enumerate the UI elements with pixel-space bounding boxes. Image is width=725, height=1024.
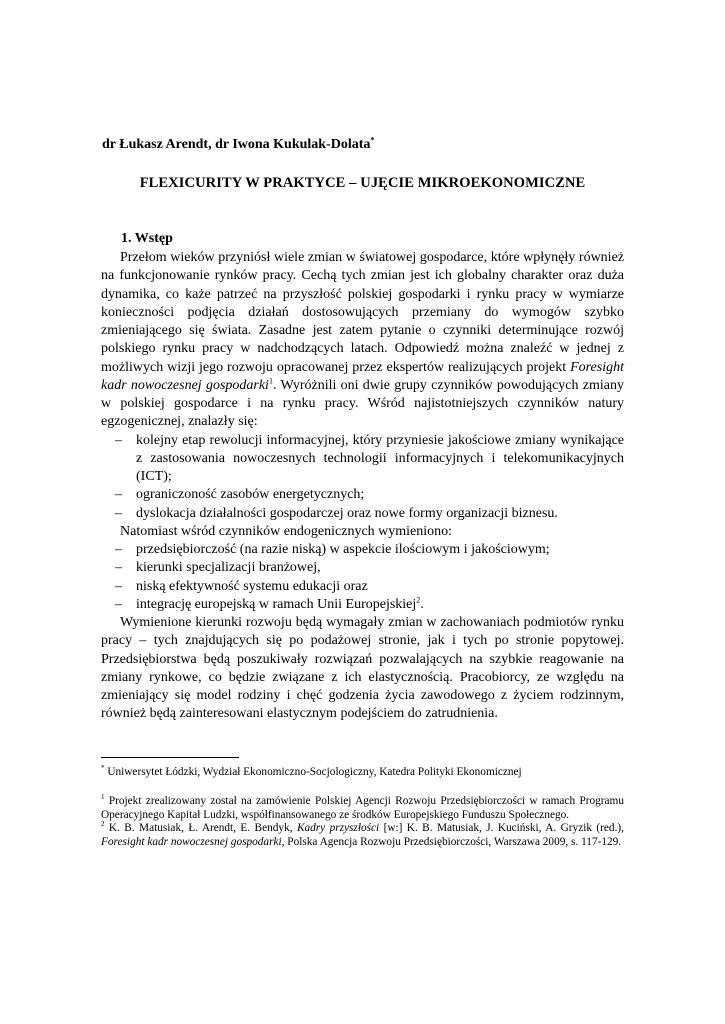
list-item-text: dyslokacja działalności gospodarczej oraz nowe formy organizacji biznesu. [136, 505, 558, 521]
footnote-2-italic-2: Foresight kadr nowoczesnej gospodarki [101, 835, 282, 848]
dash-bullet: – [115, 432, 122, 448]
paper-title: FLEXICURITY W PRAKTYCE – UJĘCIE MIKROEKONOMICZNE [139, 175, 586, 191]
footnote-affiliation-text [101, 766, 624, 780]
footnote-mark-star: * [101, 764, 105, 773]
list-item [101, 432, 624, 487]
paragraph-endogenous: Natomiast wśród czynników endogenicznych wymieniono: [120, 523, 453, 539]
footnote-1 [101, 795, 624, 822]
dash-bullet: – [115, 487, 122, 503]
dash-bullet: – [115, 578, 122, 594]
footnote-affiliation [101, 766, 624, 780]
list-item-text: niską efektywność systemu edukacji oraz [136, 578, 368, 594]
author-line [102, 137, 374, 153]
exogenous-factors-list [101, 432, 624, 523]
paragraph-intro-text: Przełom wieków przyniósł wiele zmian w światowej gospodarce, które wpłynęły również na funkcjonowanie rynków pracy. Cechą tych zmian jest ich globalny charakter oraz duża dynamika, co każe patrzeć na przyszłość polskiej gospodarki i rynku pracy w wymiarze konieczności podjęcia działań dostosowujących przemiany do wymogów szybko zmieniającego się świata. Zasadne jest zatem pytanie o czynniki determinujące rozwój polskiego rynku pracy w nadchodzących latach. Odpowiedź można znaleźć w jednej z możliwych wizji jego rozwoju opracowanej przez ekspertów realizujących projekt [101, 250, 624, 375]
footnote-1-text: Projekt zrealizowany został na zamówienie Polskiej Agencji Rozwoju Przedsiębiorczości w ramach Programu Operacyjnego Kapitał Ludzki, współfinansowanego ze środków Europejskiego Funduszu Społecznego. [101, 795, 624, 821]
list-item [101, 596, 624, 614]
section-heading: 1. Wstęp [121, 231, 173, 246]
footnotes-block [101, 795, 624, 849]
footnote-mark-2: 2 [101, 820, 105, 829]
dash-bullet: – [115, 596, 122, 612]
list-item-text: kierunki specjalizacji branżowej, [136, 560, 321, 576]
endogenous-factors-list [101, 541, 624, 614]
list-item [101, 505, 624, 523]
dash-bullet: – [115, 505, 122, 521]
footnote-mark-1: 1 [101, 793, 105, 802]
dash-bullet: – [115, 542, 122, 557]
list-item-text: integrację europejską w ramach Unii Europejskiej [136, 596, 417, 612]
footnote-separator [101, 757, 239, 758]
footnote-2-text-1: K. B. Matusiak, Ł. Arendt, E. Bendyk, [104, 822, 297, 835]
list-item-end: . [420, 596, 424, 612]
list-item [101, 559, 624, 577]
footnote-affiliation-body: Uniwersytet Łódzki, Wydział Ekonomiczno-Socjologiczny, Katedra Polityki Ekonomicznej [104, 766, 522, 778]
footnote-2 [101, 822, 624, 849]
list-item-text: ograniczoność zasobów energetycznych; [136, 487, 365, 503]
authors-footnote-mark: * [370, 135, 375, 145]
footnote-ref-1: 1 [268, 376, 273, 386]
dash-bullet: – [115, 560, 122, 576]
list-item [101, 578, 624, 596]
list-item [101, 486, 624, 504]
list-item [101, 541, 624, 559]
footnote-2-text-3: , Polska Agencja Rozwoju Przedsiębiorczości, Warszawa 2009, s. 117-129. [281, 835, 622, 848]
list-item-text: przedsiębiorczość (na razie niską) w aspekcie ilościowym i jakościowym; [136, 542, 550, 557]
authors-text: dr Łukasz Arendt, dr Iwona Kukulak-Dolata [102, 137, 371, 152]
list-item-text: kolejny etap rewolucji informacyjnej, który przyniesie jakościowe zmiany wynikające z zastosowania nowoczesnych technologii informacyjnych i telekomunikacyjnych (ICT); [136, 432, 624, 484]
project-title-italic: Foresight kadr nowoczesnej gospodarki [101, 359, 624, 393]
paragraph-intro-text-2: . Wyróżnili oni dwie grupy czynników powodujących zmiany w polskiej gospodarce i na rynku pracy. Wśród najistotniejszych czynników natury egzogenicznej, znalazły się: [101, 377, 624, 430]
paragraph-intro [101, 249, 624, 432]
paragraph-directions: Wymienione kierunki rozwoju będą wymagały zmian w zachowaniach podmiotów rynku pracy – tych znajdujących się po podażowej stronie, jak i tych po stronie popytowej. Przedsiębiorstwa będą poszukiwały rozwiązań pozwalających na szybkie reagowanie na zmiany rynkowe, co będzie związane z ich elastycznością. Pracobiorcy, ze względu na zmieniający się model rodziny i chęć godzenia życia zawodowego z życiem rodzinnym, również będą zainteresowani elastycznym podejściem do zatrudnienia. [101, 615, 624, 722]
body-text [101, 249, 624, 724]
footnote-2-text-2: [w:] K. B. Matusiak, J. Kuciński, A. Gryzik (red.), [379, 822, 624, 835]
footnote-2-italic-1: Kadry przyszłości [296, 822, 380, 835]
footnote-ref-2: 2 [416, 595, 421, 605]
